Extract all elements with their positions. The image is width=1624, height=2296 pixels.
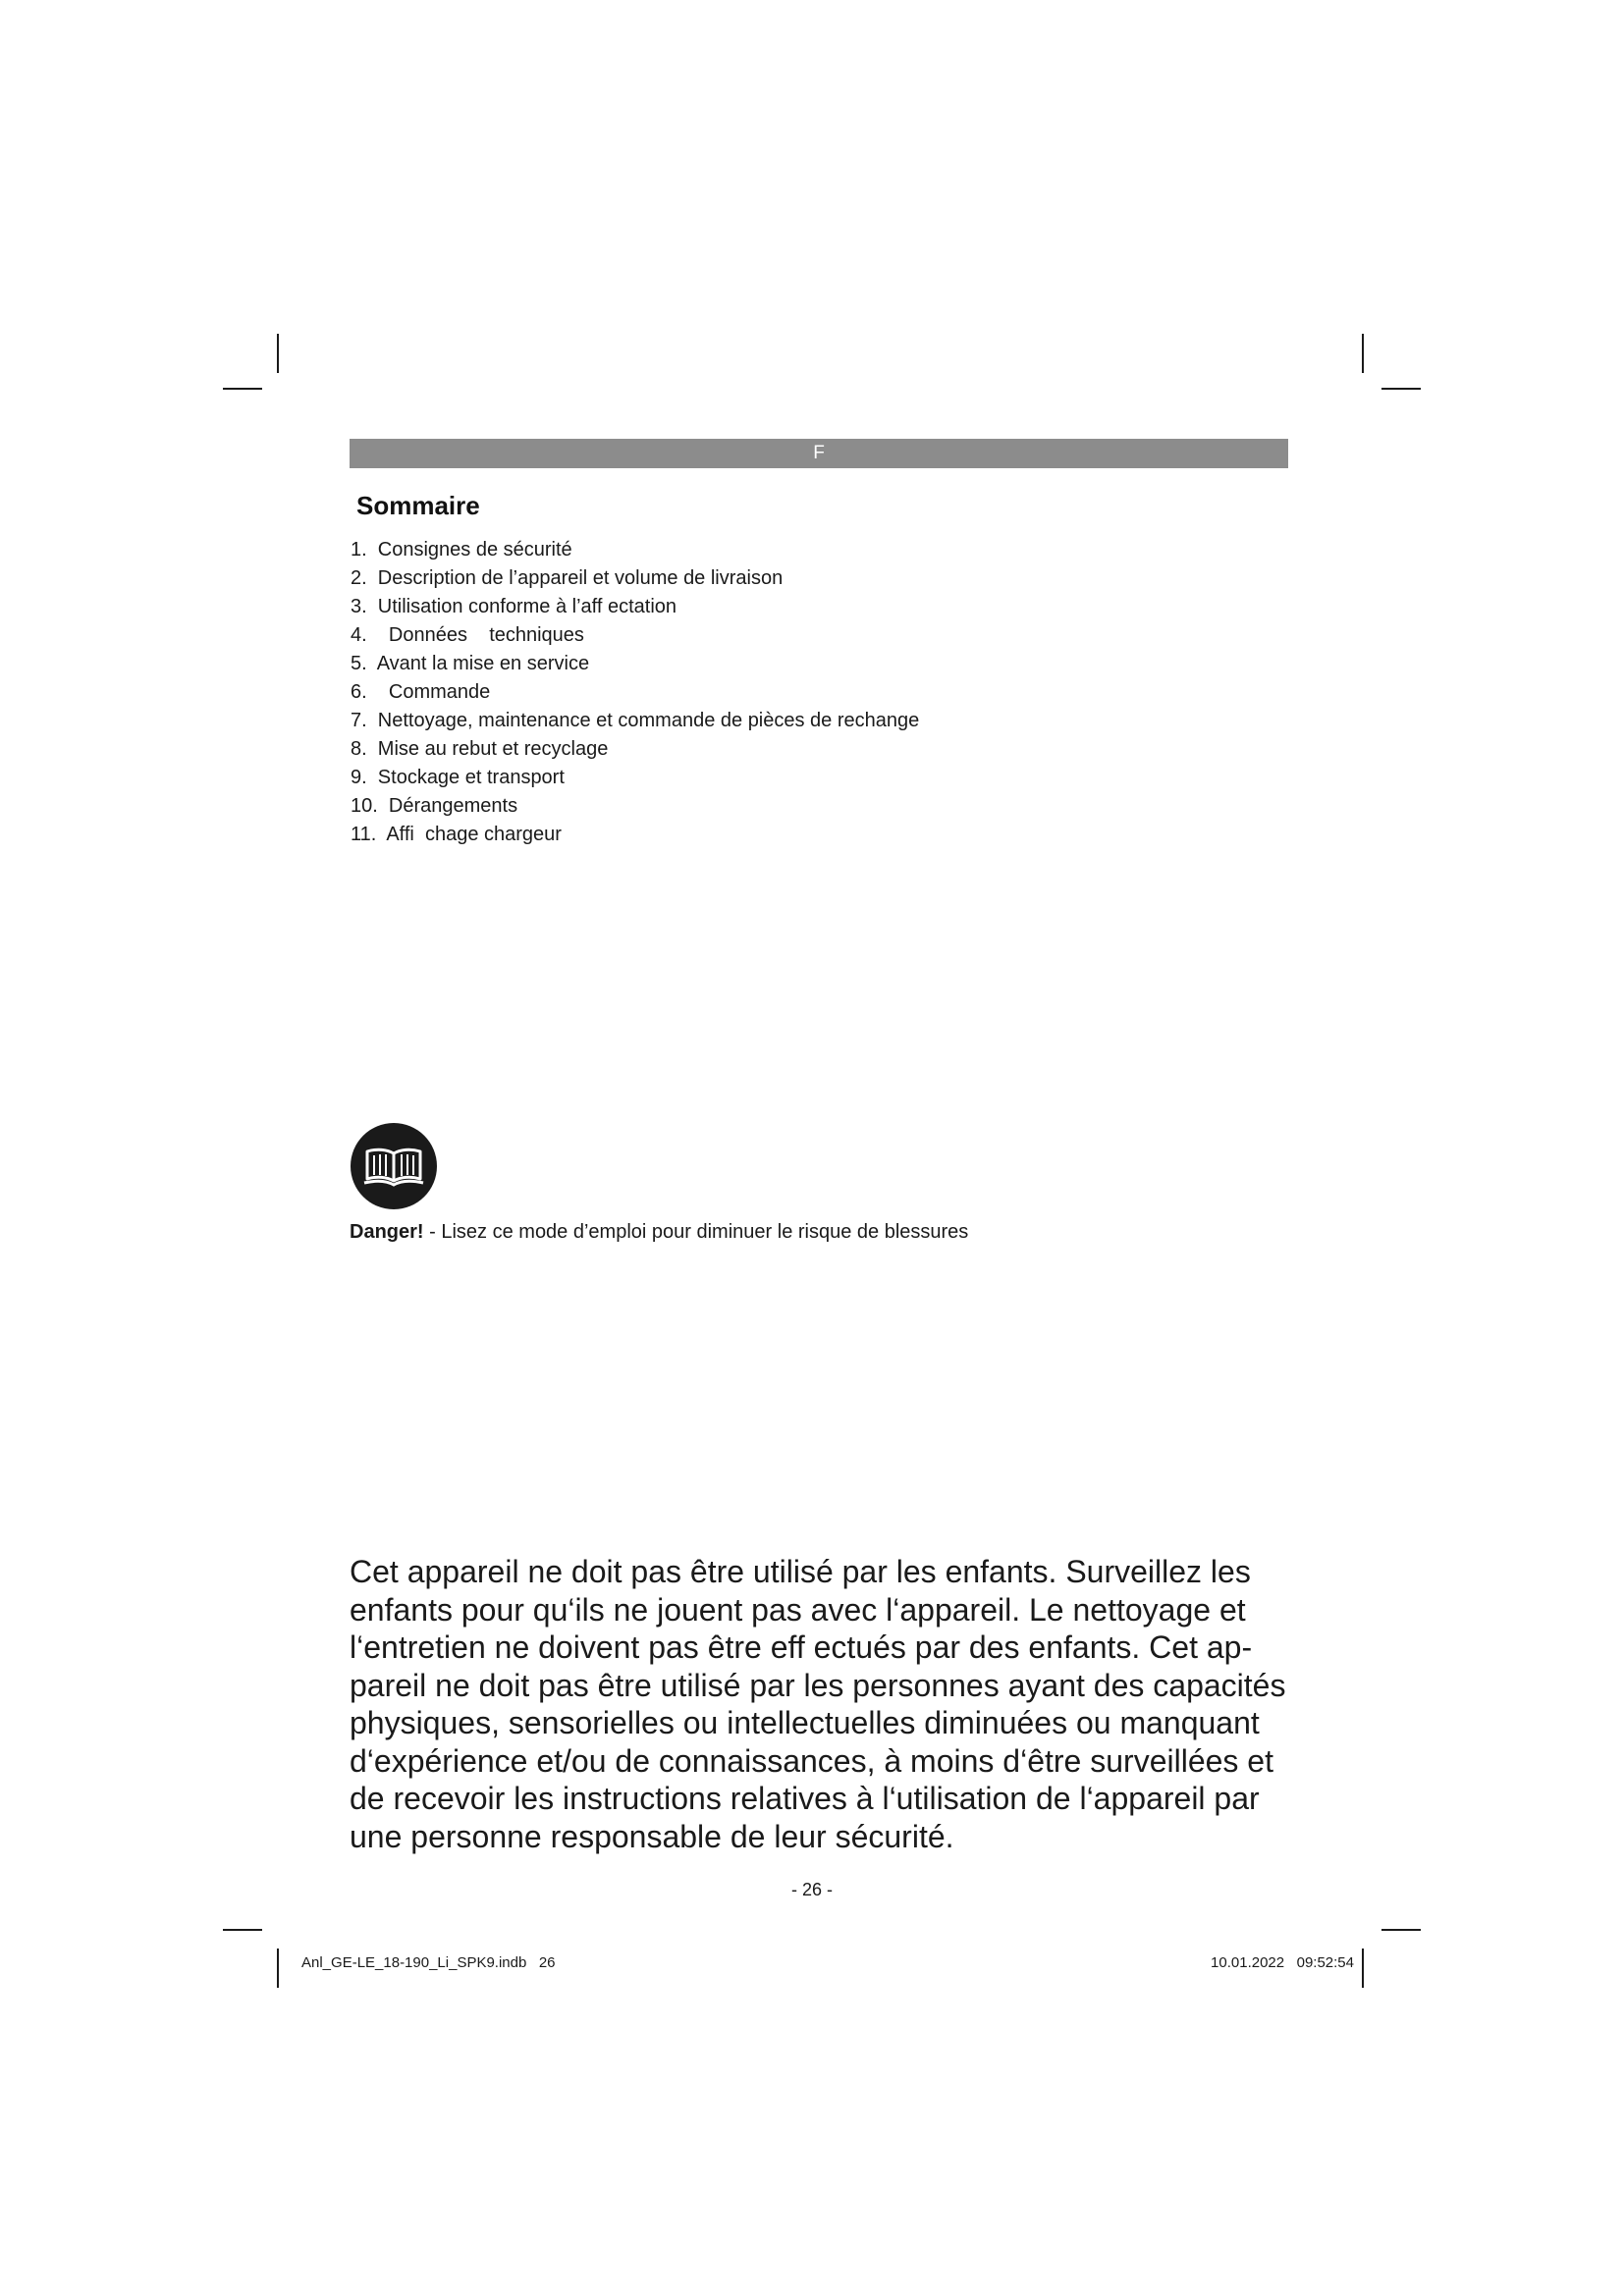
toc-item: 9. Stockage et transport — [351, 767, 565, 788]
crop-mark-bottom-left-horizontal — [223, 1929, 262, 1931]
crop-mark-bottom-right-horizontal — [1381, 1929, 1421, 1931]
crop-mark-bottom-right-vertical — [1362, 1949, 1364, 1988]
crop-mark-top-right-vertical — [1362, 334, 1364, 373]
book-icon — [350, 1122, 438, 1210]
warning-line: l‘entretien ne doivent pas être eff ectués par des enfants. Cet ap- — [350, 1629, 1253, 1665]
warning-line: d‘expérience et/ou de connaissances, à moins d‘être surveillées et — [350, 1742, 1273, 1779]
toc-item: 6. Commande — [351, 681, 491, 703]
warning-line: physiques, sensorielles ou intellectuelles diminuées ou manquant — [350, 1705, 1260, 1740]
toc-title: Sommaire — [356, 491, 480, 520]
language-header-bar — [350, 439, 1288, 468]
toc-item: 7. Nettoyage, maintenance et commande de pièces de rechange — [351, 710, 920, 731]
danger-notice — [350, 1221, 968, 1244]
crop-mark-top-right-horizontal — [1381, 388, 1421, 390]
toc-item: 4. Données techniques — [351, 624, 584, 646]
footer-timestamp: 10.01.2022 09:52:54 — [1211, 1954, 1354, 1971]
crop-mark-top-left-horizontal — [223, 388, 262, 390]
language-tab-label: F — [813, 443, 825, 463]
footer-file-name: Anl_GE-LE_18-190_Li_SPK9.indb 26 — [301, 1954, 556, 1971]
crop-mark-bottom-left-vertical — [277, 1949, 279, 1988]
toc-list — [351, 536, 919, 849]
toc-item: 3. Utilisation conforme à l’aff ectation — [351, 596, 677, 617]
warning-line: une personne responsable de leur sécurité. — [350, 1818, 954, 1854]
warning-line: de recevoir les instructions relatives à l‘utilisation de l‘appareil par — [350, 1781, 1260, 1816]
toc-item: 1. Consignes de sécurité — [351, 539, 572, 561]
toc-item: 10. Dérangements — [351, 795, 518, 817]
danger-text: - Lisez ce mode d’emploi pour diminuer le risque de blessures — [423, 1221, 969, 1243]
warning-line: enfants pour qu‘ils ne jouent pas avec l‘appareil. Le nettoyage et — [350, 1591, 1246, 1628]
danger-label: Danger! — [350, 1221, 424, 1243]
page-number: - 26 - — [790, 1880, 833, 1899]
warning-line: Cet appareil ne doit pas être utilisé par les enfants. Surveillez les — [350, 1554, 1251, 1589]
crop-mark-top-left-vertical — [277, 334, 279, 373]
child-safety-warning — [350, 1553, 1286, 1855]
toc-item: 2. Description de l’appareil et volume de livraison — [351, 567, 784, 589]
toc-item: 8. Mise au rebut et recyclage — [351, 738, 609, 760]
toc-item: 11. Affi chage chargeur — [351, 824, 562, 845]
warning-line: pareil ne doit pas être utilisé par les personnes ayant des capacités — [350, 1667, 1286, 1703]
toc-item: 5. Avant la mise en service — [351, 653, 590, 674]
